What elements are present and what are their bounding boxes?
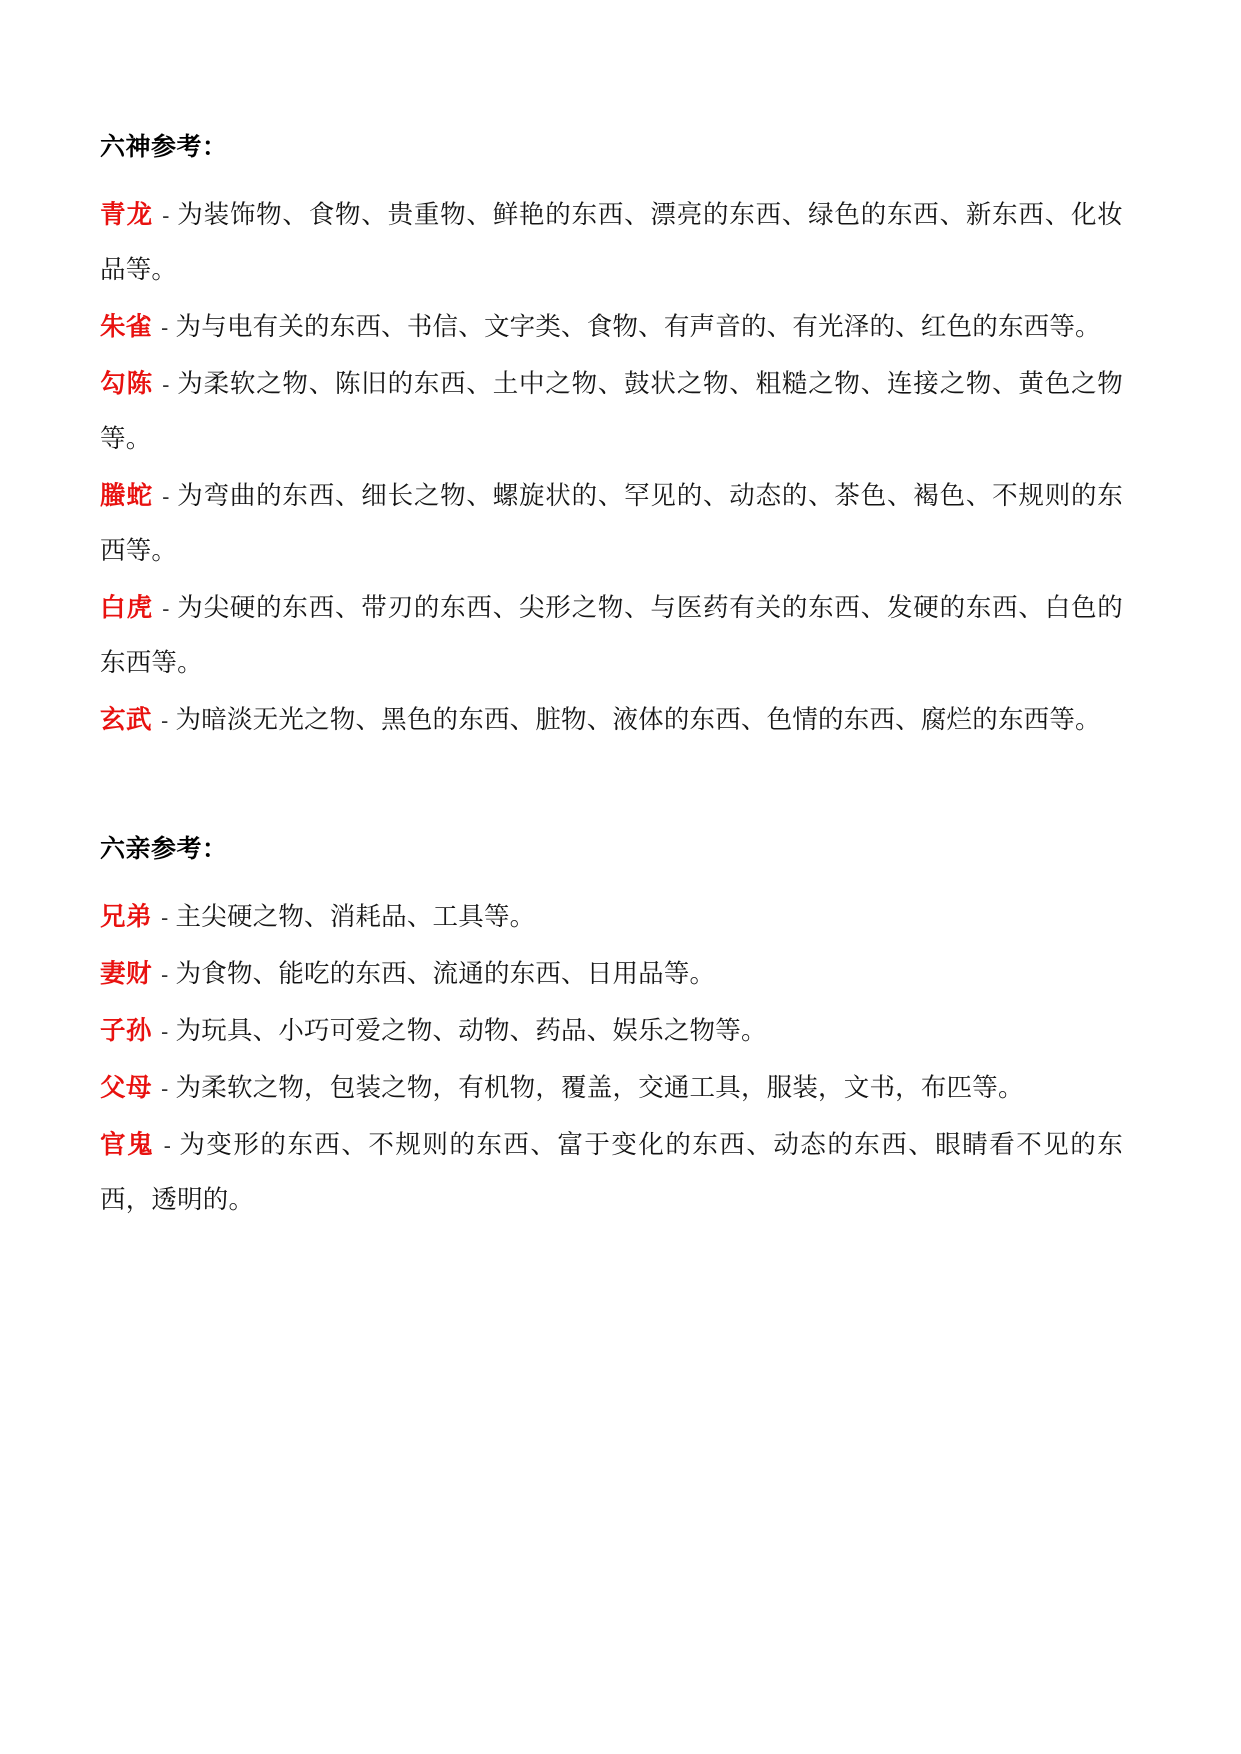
entry-term: 子孙: [100, 1017, 153, 1045]
entry-description: 为与电有关的东西、书信、文字类、食物、有声音的、有光泽的、红色的东西等。: [175, 313, 1101, 341]
entry-separator: -: [161, 1019, 169, 1044]
entry-description: 为尖硬的东西、带刃的东西、尖形之物、与医药有关的东西、发硬的东西、白色的东西等。: [100, 594, 1123, 677]
entry-term: 白虎: [100, 594, 154, 622]
entry-separator: -: [163, 1133, 172, 1158]
reference-entry: [100, 1004, 1123, 1059]
entry-term: 青龙: [100, 201, 154, 229]
section-liuqin: [100, 834, 1123, 1228]
entry-term: 官鬼: [100, 1131, 155, 1159]
entry-separator: -: [161, 905, 169, 930]
reference-entry: [100, 1118, 1123, 1228]
entry-term: 玄武: [100, 706, 153, 734]
entry-separator: -: [162, 203, 170, 228]
entry-separator: -: [162, 596, 170, 621]
entry-separator: -: [162, 372, 170, 397]
reference-entry: [100, 469, 1123, 579]
reference-entry: [100, 890, 1123, 945]
entry-term: 螣蛇: [100, 482, 154, 510]
entry-separator: -: [161, 1076, 169, 1101]
entry-term: 兄弟: [100, 903, 153, 931]
section-liushen: [100, 132, 1123, 748]
reference-entry: [100, 300, 1123, 355]
reference-entry: [100, 357, 1123, 467]
entry-separator: -: [162, 484, 170, 509]
entry-description: 主尖硬之物、消耗品、工具等。: [175, 903, 536, 931]
entry-term: 妻财: [100, 960, 153, 988]
entry-description: 为玩具、小巧可爱之物、动物、药品、娱乐之物等。: [175, 1017, 767, 1045]
section-spacer: [100, 748, 1123, 834]
reference-entry: [100, 693, 1123, 748]
entry-description: 为食物、能吃的东西、流通的东西、日用品等。: [175, 960, 716, 988]
reference-entry: [100, 1061, 1123, 1116]
entry-description: 为弯曲的东西、细长之物、螺旋状的、罕见的、动态的、茶色、褐色、不规则的东西等。: [100, 482, 1123, 565]
section-heading: 六亲参考：: [100, 835, 228, 863]
reference-entry: [100, 188, 1123, 298]
entry-description: 为柔软之物、陈旧的东西、土中之物、鼓状之物、粗糙之物、连接之物、黄色之物等。: [100, 370, 1123, 453]
reference-entry: [100, 581, 1123, 691]
entry-description: 为暗淡无光之物、黑色的东西、脏物、液体的东西、色情的东西、腐烂的东西等。: [175, 706, 1101, 734]
reference-entry: [100, 947, 1123, 1002]
section-heading: 六神参考：: [100, 133, 228, 161]
entry-separator: -: [161, 962, 169, 987]
entry-description: 为装饰物、食物、贵重物、鲜艳的东西、漂亮的东西、绿色的东西、新东西、化妆品等。: [100, 201, 1123, 284]
entry-separator: -: [161, 708, 169, 733]
entry-description: 为变形的东西、不规则的东西、富于变化的东西、动态的东西、眼睛看不见的东西，透明的。: [100, 1131, 1123, 1214]
entry-description: 为柔软之物，包装之物，有机物，覆盖，交通工具，服装，文书，布匹等。: [175, 1074, 1024, 1102]
entry-term: 父母: [100, 1074, 153, 1102]
entry-separator: -: [161, 315, 169, 340]
entry-term: 朱雀: [100, 313, 153, 341]
entry-term: 勾陈: [100, 370, 154, 398]
